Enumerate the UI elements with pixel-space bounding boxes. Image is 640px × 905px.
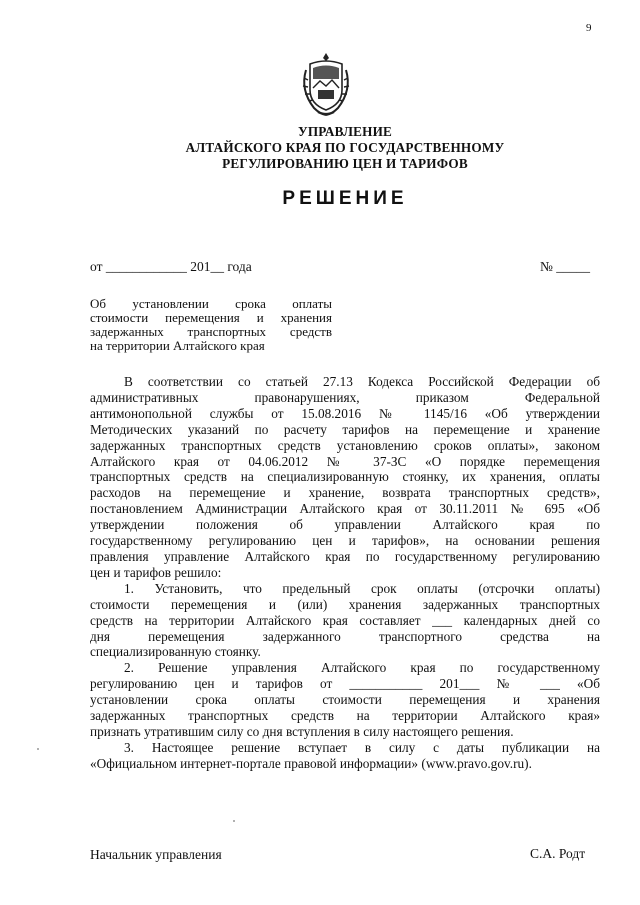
preamble-line: постановлением Администрации Алтайского края от 30.11.2011 № 695 «Об: [90, 501, 600, 517]
scan-speck: [233, 820, 235, 822]
preamble-line: государственному регулированию цен и тарифов», на основании решения: [90, 533, 600, 549]
preamble-line: Алтайского края от 04.06.2012 № 37-ЗС «О порядке перемещения: [90, 453, 600, 469]
clause-3-line: 3. Настоящее решение вступает в силу с даты публикации на: [124, 739, 600, 755]
agency-name-line-3: РЕГУЛИРОВАНИЮ ЦЕН И ТАРИФОВ: [222, 156, 468, 171]
clause-1-line: средств на территории Алтайского края составляет ___ календарных дней со: [90, 612, 600, 628]
signer-title: Начальник управления: [90, 847, 222, 862]
preamble-line: задержанных транспортных средств установлению сроков оплаты», законом: [90, 437, 600, 453]
agency-name-line-2: АЛТАЙСКОГО КРАЯ ПО ГОСУДАРСТВЕННОМУ: [185, 140, 505, 155]
preamble-line: В соответствии со статьей 27.13 Кодекса Российской Федерации об: [124, 374, 600, 389]
preamble-line: административных правонарушениях, приказом Федеральной: [90, 389, 600, 405]
subject-line: задержанных транспортных средств: [90, 324, 332, 339]
clause-1-line: дня перемещения задержанного транспортного средства на: [90, 628, 600, 644]
clause-1-line: стоимости перемещения и (или) хранения задержанных транспортных: [90, 596, 600, 612]
preamble-line: расходов на перемещение и хранение, возврата транспортных средств»,: [90, 485, 600, 501]
date-field: от ____________ 201__ года: [90, 259, 252, 274]
preamble-line: утверждении положения об управлении Алтайского края по: [90, 517, 600, 533]
clause-2-line: 2. Решение управления Алтайского края по государственному: [124, 660, 600, 676]
preamble-line: цен и тарифов решило:: [90, 564, 222, 580]
subject-line: на территории Алтайского края: [90, 338, 265, 353]
preamble-line: антимонопольной службы от 15.08.2016 № 1145/16 «Об утверждении: [90, 405, 600, 421]
document-body: [90, 374, 600, 772]
clause-2-line: регулированию цен и тарифов от ___________ 201___ № ___ «Об: [90, 676, 600, 692]
preamble-line: правления управление Алтайского края по государственному регулированию: [90, 548, 600, 564]
agency-name-line-1: УПРАВЛЕНИЕ: [297, 124, 393, 139]
preamble-line: транспортных средств на специализированную стоянку, их хранения, оплаты: [90, 469, 600, 485]
signer-name: С.А. Родт: [530, 846, 586, 861]
number-field: № _____: [540, 259, 591, 274]
document-type-title: РЕШЕНИЕ: [282, 188, 408, 209]
coat-of-arms-icon: [296, 50, 356, 118]
clause-1-line: специализированную стоянку.: [90, 644, 261, 660]
page-number: 9: [586, 22, 592, 34]
subject-line: Об установлении срока оплаты: [90, 296, 332, 311]
subject-line: стоимости перемещения и хранения: [90, 310, 332, 325]
document-subject: [90, 297, 332, 353]
clause-1-line: 1. Установить, что предельный срок оплаты (отсрочки оплаты): [124, 580, 600, 596]
clause-2-line: задержанных транспортных средств на территории Алтайского края»: [90, 708, 600, 724]
preamble-line: Методических указаний по расчету тарифов на перемещение и хранение: [90, 421, 600, 437]
scan-speck: [37, 748, 39, 750]
clause-2-line: установлении срока оплаты стоимости перемещения и хранения: [90, 692, 600, 708]
clause-2-line: признать утратившим силу со дня вступления в силу настоящего решения.: [90, 723, 514, 739]
clause-3-line: «Официальном интернет-портале правовой информации» (www.pravo.gov.ru).: [90, 755, 532, 771]
